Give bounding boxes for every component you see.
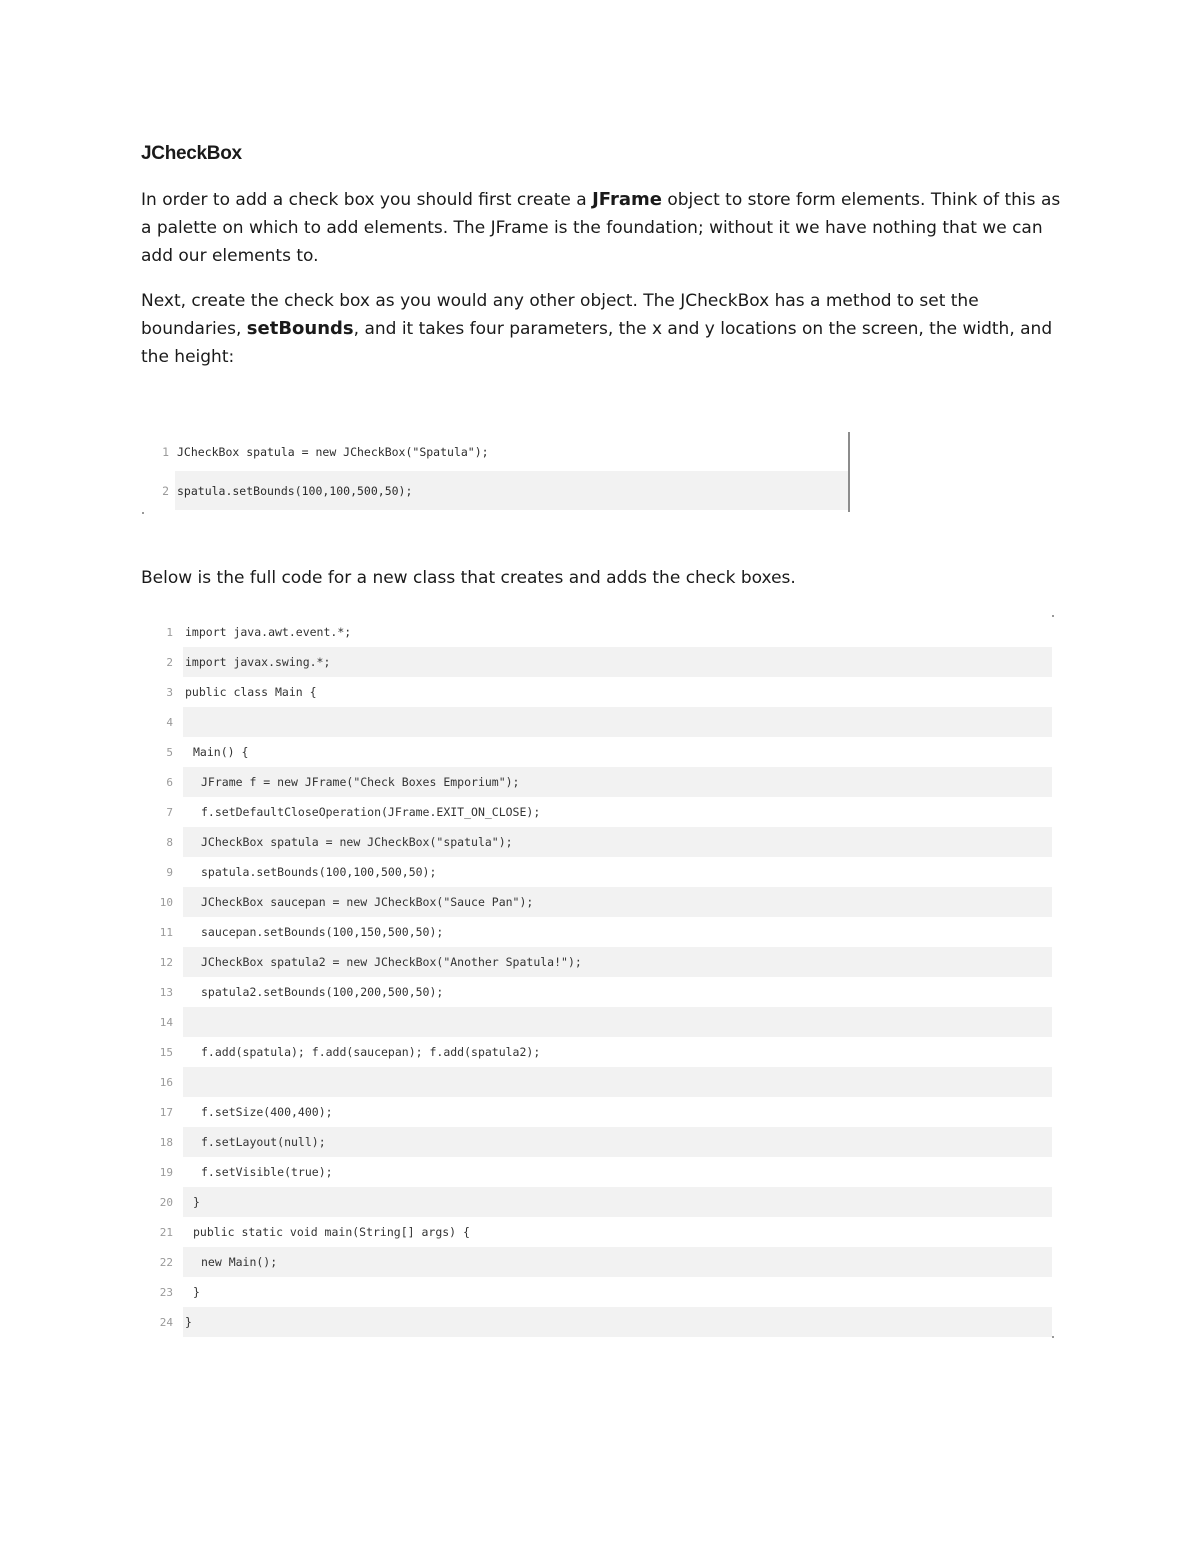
code-text: new Main();	[183, 1247, 1052, 1277]
code-text: spatula2.setBounds(100,200,500,50);	[201, 985, 444, 999]
setbounds-term: setBounds	[246, 318, 354, 339]
line-number: 22	[159, 1255, 173, 1269]
line-number: 15	[159, 1045, 173, 1059]
line-number: 1	[166, 625, 173, 639]
code-line	[141, 1277, 1052, 1307]
code-line	[141, 471, 848, 510]
line-number: 21	[159, 1225, 173, 1239]
code-text: f.setDefaultCloseOperation(JFrame.EXIT_ON_CLOSE);	[201, 805, 541, 819]
code-text: import java.awt.event.*;	[185, 625, 352, 639]
line-number: 12	[159, 955, 173, 969]
line-number: 17	[159, 1105, 173, 1119]
code-line	[141, 827, 1052, 857]
line-number: 2	[162, 483, 169, 498]
line-number: 18	[159, 1135, 173, 1149]
jframe-term: JFrame	[592, 189, 662, 210]
code-line	[141, 767, 1052, 797]
setbounds-text-end: , and it takes four parameters, the x and y locations on the screen, the width, and the height:	[141, 319, 1053, 367]
code-line	[141, 617, 1052, 647]
intro-text-end: object to store form elements. Think of this as a palette on which to add elements. The JFrame is the foundation; without it we have nothing that we can add our elements to.	[141, 190, 1061, 266]
code-line	[141, 737, 1052, 767]
line-number: 9	[166, 865, 173, 879]
code-text: f.setSize(400,400);	[201, 1105, 333, 1119]
code-text: Main() {	[193, 745, 249, 759]
full-code-block	[141, 617, 1052, 1337]
code-corner-mark-top	[1052, 615, 1054, 617]
code-line	[141, 1247, 1052, 1277]
snippet-corner-mark	[142, 512, 144, 514]
full-code-intro: Below is the full code for a new class that creates and adds the check boxes.	[141, 568, 796, 588]
code-line	[141, 1097, 1052, 1127]
line-number: 23	[159, 1285, 173, 1299]
line-number: 24	[159, 1315, 173, 1329]
line-number: 11	[159, 925, 173, 939]
intro-paragraph	[141, 186, 1061, 270]
code-line	[141, 857, 1052, 887]
code-line	[141, 432, 848, 471]
code-line	[141, 1067, 1052, 1097]
code-line	[141, 797, 1052, 827]
code-text	[183, 707, 1052, 737]
setbounds-text-start: Next, create the check box as you would any other object. The JCheckBox has a method to set the boundaries,	[141, 291, 979, 339]
intro-text-start: In order to add a check box you should first create a	[141, 190, 593, 210]
code-text: spatula.setBounds(100,100,500,50);	[175, 471, 848, 510]
line-number: 4	[166, 715, 173, 729]
code-text: JCheckBox spatula = new JCheckBox("Spatula");	[177, 444, 489, 459]
line-number: 2	[166, 655, 173, 669]
code-line	[141, 707, 1052, 737]
code-line	[141, 1187, 1052, 1217]
code-line	[141, 1037, 1052, 1067]
page-heading: JCheckBox	[141, 143, 242, 164]
line-number: 5	[166, 745, 173, 759]
code-text: import javax.swing.*;	[183, 647, 1052, 677]
code-text: }	[183, 1307, 1052, 1337]
line-number: 20	[159, 1195, 173, 1209]
code-text	[183, 1007, 1052, 1037]
code-line	[141, 1127, 1052, 1157]
code-line	[141, 947, 1052, 977]
line-number: 10	[159, 895, 173, 909]
code-text: f.add(spatula); f.add(saucepan); f.add(spatula2);	[201, 1045, 541, 1059]
code-text: public class Main {	[185, 685, 317, 699]
line-number: 1	[162, 444, 169, 459]
code-line	[141, 977, 1052, 1007]
code-line	[141, 677, 1052, 707]
line-number: 14	[159, 1015, 173, 1029]
code-line	[141, 1217, 1052, 1247]
code-line	[141, 647, 1052, 677]
line-number: 3	[166, 685, 173, 699]
code-text: f.setLayout(null);	[183, 1127, 1052, 1157]
code-line	[141, 1307, 1052, 1337]
line-number: 16	[159, 1075, 173, 1089]
line-number: 6	[166, 775, 173, 789]
code-text: }	[193, 1285, 200, 1299]
code-line	[141, 1157, 1052, 1187]
code-text: spatula.setBounds(100,100,500,50);	[201, 865, 437, 879]
code-line	[141, 1007, 1052, 1037]
code-text: public static void main(String[] args) {	[193, 1225, 470, 1239]
code-corner-mark-bottom	[1052, 1336, 1054, 1338]
code-text	[183, 1067, 1052, 1097]
setbounds-paragraph	[141, 287, 1061, 371]
code-text: f.setVisible(true);	[201, 1165, 333, 1179]
code-text: }	[183, 1187, 1052, 1217]
code-line	[141, 887, 1052, 917]
code-line	[141, 917, 1052, 947]
line-number: 13	[159, 985, 173, 999]
snippet-code-block	[141, 432, 850, 512]
code-text: JCheckBox spatula2 = new JCheckBox("Another Spatula!");	[183, 947, 1052, 977]
line-number: 7	[166, 805, 173, 819]
code-text: JCheckBox saucepan = new JCheckBox("Sauce Pan");	[183, 887, 1052, 917]
code-text: JFrame f = new JFrame("Check Boxes Emporium");	[183, 767, 1052, 797]
line-number: 8	[166, 835, 173, 849]
code-text: saucepan.setBounds(100,150,500,50);	[201, 925, 444, 939]
code-text: JCheckBox spatula = new JCheckBox("spatula");	[183, 827, 1052, 857]
line-number: 19	[159, 1165, 173, 1179]
